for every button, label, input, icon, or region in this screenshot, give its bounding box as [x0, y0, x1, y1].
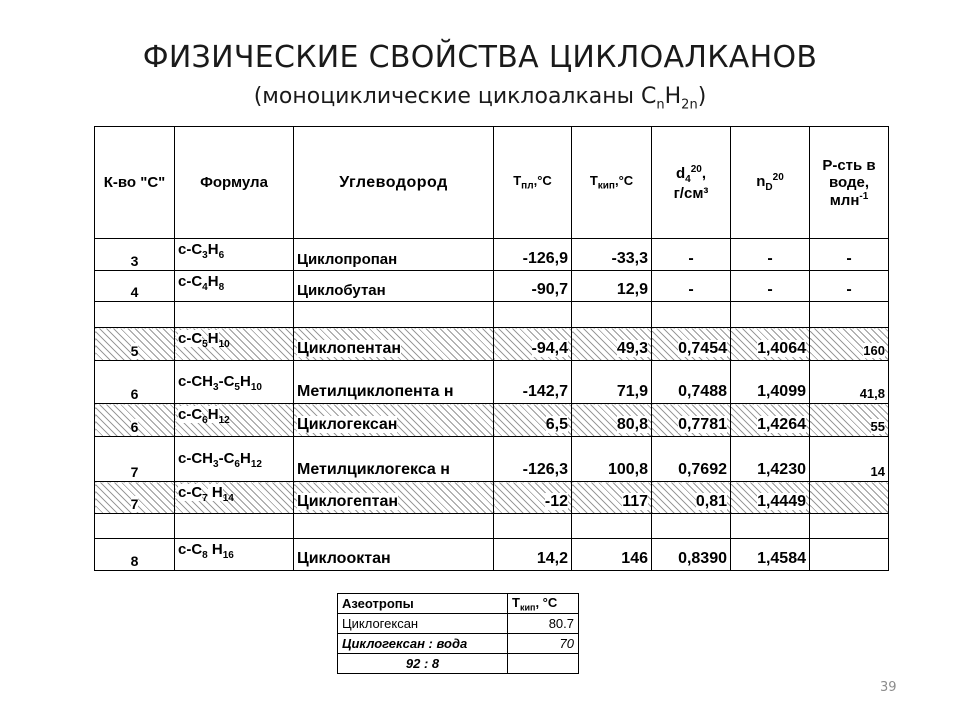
cell-formula — [175, 437, 294, 482]
cell-density — [652, 328, 731, 361]
page-number: 39 — [880, 680, 897, 695]
empty-cell — [572, 514, 652, 539]
f-n1: 6 — [202, 415, 208, 426]
f-pre: c-CH — [178, 450, 214, 467]
empty-cell — [95, 514, 175, 539]
t-boil-text: 49,3 — [616, 340, 648, 357]
f-pre: c-C — [178, 241, 203, 258]
azeo-header-t — [508, 594, 579, 614]
cell-t-boil — [572, 482, 652, 514]
cell-formula — [175, 361, 294, 404]
azeo-row — [338, 634, 579, 654]
density-text: 0,7454 — [678, 340, 727, 357]
empty-cell — [175, 514, 294, 539]
header-count-c: К-во "С" — [95, 127, 175, 239]
cell-solubility: - — [810, 239, 889, 271]
t-melt-text: -12 — [544, 493, 568, 510]
count-text: 7 — [130, 496, 139, 512]
table-row — [95, 539, 889, 571]
header-t-melt — [494, 127, 572, 239]
sol-line3: млн — [829, 191, 860, 209]
f-n3: 10 — [250, 382, 262, 393]
f-mid: H — [207, 484, 223, 501]
cell-count: 3 — [95, 239, 175, 271]
f-mid: H — [207, 330, 219, 347]
cell-count — [95, 482, 175, 514]
cell-density: 0,7692 — [652, 437, 731, 482]
solubility-text: 160 — [863, 343, 885, 358]
empty-cell — [95, 302, 175, 328]
table-row — [95, 437, 889, 482]
cell-t-melt: -126,3 — [494, 437, 572, 482]
cell-t-melt — [494, 482, 572, 514]
f-mid2: H — [239, 450, 251, 467]
name-text: Циклогептан — [297, 493, 399, 510]
cell-t-melt — [494, 404, 572, 437]
t-boil-text: 117 — [622, 493, 648, 510]
azeo-unit: , °C — [535, 594, 558, 610]
cell-solubility — [810, 328, 889, 361]
slide-title: ФИЗИЧЕСКИЕ СВОЙСТВА ЦИКЛОАЛКАНОВ — [142, 40, 818, 75]
f-pre: c-C — [178, 273, 203, 290]
subtitle-prefix: (моноциклические циклоалканы C — [253, 84, 657, 109]
cell-t-melt: -90,7 — [494, 271, 572, 302]
f-mid: H — [207, 241, 219, 258]
cell-solubility — [810, 482, 889, 514]
cell-count: 6 — [95, 361, 175, 404]
f-n1: 3 — [202, 250, 208, 261]
empty-cell — [652, 514, 731, 539]
t-melt-T: T — [513, 173, 522, 189]
cell-density: - — [652, 271, 731, 302]
name-text: Циклогексан — [297, 416, 398, 433]
t-melt-sub: пл — [521, 180, 534, 192]
cell-name — [294, 328, 494, 361]
refr-n: n — [756, 173, 766, 190]
refraction-text: 1,4264 — [757, 416, 806, 433]
azeo-sub: кип — [519, 602, 536, 613]
f-mid2: H — [239, 373, 251, 390]
cell-count: 7 — [95, 437, 175, 482]
density-sub: 4 — [685, 173, 691, 185]
f-n2: 6 — [234, 459, 240, 470]
header-t-boil — [572, 127, 652, 239]
table-header-row — [95, 127, 889, 239]
azeo-header-label: Азеотропы — [338, 594, 508, 614]
subtitle-sub-2n: 2n — [681, 97, 698, 113]
cell-name: Циклобутан — [294, 271, 494, 302]
cell-refraction: - — [731, 239, 810, 271]
azeotrope-table — [337, 593, 579, 674]
cell-density: - — [652, 239, 731, 271]
cell-t-melt: -142,7 — [494, 361, 572, 404]
density-text: 0,81 — [695, 493, 727, 510]
f-n1: 5 — [202, 339, 208, 350]
f-n1: 3 — [213, 382, 219, 393]
refraction-text: 1,4064 — [757, 340, 806, 357]
f-n2: 6 — [218, 250, 225, 261]
refr-sub: D — [765, 182, 773, 193]
t-boil-T: T — [589, 173, 598, 189]
cell-name: Циклопропан — [294, 239, 494, 271]
cell-t-boil: 100,8 — [572, 437, 652, 482]
solubility-text: 55 — [870, 419, 885, 434]
slide-subtitle — [0, 84, 960, 112]
cell-solubility: - — [810, 271, 889, 302]
t-melt-text: 6,5 — [545, 416, 568, 433]
empty-cell — [810, 302, 889, 328]
cell-formula — [175, 404, 294, 437]
empty-cell — [652, 302, 731, 328]
f-n1: 7 — [202, 493, 208, 504]
empty-cell — [810, 514, 889, 539]
t-melt-unit: ,°C — [533, 173, 552, 189]
empty-cell — [494, 514, 572, 539]
cell-count — [95, 404, 175, 437]
cell-density: 0,7488 — [652, 361, 731, 404]
table-row — [95, 404, 889, 437]
f-mid: H — [207, 273, 219, 290]
empty-row — [95, 514, 889, 539]
cell-density — [652, 482, 731, 514]
cell-t-boil — [572, 404, 652, 437]
empty-cell — [294, 514, 494, 539]
f-n2: 16 — [222, 550, 234, 561]
cell-t-boil — [572, 328, 652, 361]
azeo-T: T — [512, 594, 520, 610]
cell-t-boil: 71,9 — [572, 361, 652, 404]
cell-t-melt — [494, 328, 572, 361]
cell-count — [95, 328, 175, 361]
cell-solubility: 14 — [810, 437, 889, 482]
cell-formula — [175, 482, 294, 514]
empty-cell — [731, 514, 810, 539]
table-row — [95, 328, 889, 361]
azeo-header-row — [338, 594, 579, 614]
subtitle-mid: H — [664, 84, 682, 109]
cell-formula — [175, 328, 294, 361]
density-unit: г/см³ — [673, 184, 709, 202]
empty-row — [95, 302, 889, 328]
azeo-ratio: 92 : 8 — [338, 654, 508, 674]
cell-count: 4 — [95, 271, 175, 302]
f-pre: c-CH — [178, 373, 214, 390]
cell-t-boil: 12,9 — [572, 271, 652, 302]
f-mid: -C — [218, 373, 235, 390]
refraction-text: 1,4449 — [757, 493, 806, 510]
cell-name: Метилциклогекса н — [294, 437, 494, 482]
azeo-value: 70 — [508, 634, 579, 654]
f-n1: 3 — [213, 459, 219, 470]
cell-solubility — [810, 404, 889, 437]
sol-line2: воде, — [828, 173, 870, 191]
sol-sup: -1 — [859, 190, 869, 202]
cell-density — [652, 404, 731, 437]
f-n3: 12 — [250, 459, 262, 470]
cell-refraction: - — [731, 271, 810, 302]
f-pre: c-C — [178, 330, 203, 347]
cell-formula — [175, 239, 294, 271]
header-formula: Формула — [175, 127, 294, 239]
count-text: 6 — [130, 419, 139, 435]
empty-cell — [175, 302, 294, 328]
f-pre: c-C — [178, 484, 203, 501]
f-n2: 10 — [218, 339, 230, 350]
cell-refraction — [731, 482, 810, 514]
table-row — [95, 361, 889, 404]
cell-t-melt: -126,9 — [494, 239, 572, 271]
subtitle-suffix: ) — [697, 84, 707, 109]
density-tail: , — [701, 164, 707, 182]
header-hydrocarbon: Углеводород — [294, 127, 494, 239]
cell-name — [294, 482, 494, 514]
cell-formula — [175, 539, 294, 571]
cell-t-boil: -33,3 — [572, 239, 652, 271]
empty-cell — [731, 302, 810, 328]
t-boil-unit: ,°C — [614, 173, 634, 189]
f-n2: 5 — [234, 382, 240, 393]
empty-cell — [294, 302, 494, 328]
azeo-name: Циклогексан — [338, 614, 508, 634]
azeo-value: 80.7 — [508, 614, 579, 634]
f-pre: c-C — [178, 541, 203, 558]
table-row — [95, 482, 889, 514]
azeo-empty — [508, 654, 579, 674]
cell-density: 0,8390 — [652, 539, 731, 571]
cell-t-boil: 146 — [572, 539, 652, 571]
cell-refraction: 1,4230 — [731, 437, 810, 482]
sol-line1: Р-сть в — [822, 156, 876, 174]
f-n2: 12 — [218, 415, 230, 426]
name-text: Циклопентан — [297, 340, 402, 357]
f-n2: 14 — [222, 493, 234, 504]
f-mid: -C — [218, 450, 235, 467]
cell-name: Циклооктан — [294, 539, 494, 571]
table-row — [95, 271, 889, 302]
t-boil-text: 80,8 — [616, 416, 648, 433]
t-boil-sub: кип — [597, 180, 615, 192]
properties-table — [94, 126, 889, 571]
cell-name — [294, 404, 494, 437]
table-row — [95, 239, 889, 271]
cell-refraction — [731, 328, 810, 361]
cell-solubility: 41,8 — [810, 361, 889, 404]
azeo-name: Циклогексан : вода — [338, 634, 508, 654]
azeo-row — [338, 614, 579, 634]
header-refraction — [731, 127, 810, 239]
cell-solubility — [810, 539, 889, 571]
density-d: d — [675, 164, 686, 182]
empty-cell — [572, 302, 652, 328]
refr-sup: 20 — [772, 172, 784, 183]
azeo-row — [338, 654, 579, 674]
f-n1: 4 — [202, 282, 208, 293]
cell-t-melt: 14,2 — [494, 539, 572, 571]
f-mid: H — [207, 541, 223, 558]
empty-cell — [494, 302, 572, 328]
header-density — [652, 127, 731, 239]
subtitle-sub-n: n — [656, 97, 665, 113]
cell-formula — [175, 271, 294, 302]
t-melt-text: -94,4 — [531, 340, 568, 357]
cell-refraction — [731, 404, 810, 437]
f-n2: 8 — [218, 282, 225, 293]
cell-count: 8 — [95, 539, 175, 571]
cell-refraction: 1,4584 — [731, 539, 810, 571]
header-solubility — [810, 127, 889, 239]
count-text: 5 — [130, 343, 139, 359]
f-pre: c-C — [178, 406, 203, 423]
cell-refraction: 1,4099 — [731, 361, 810, 404]
density-text: 0,7781 — [678, 416, 727, 433]
f-mid: H — [207, 406, 219, 423]
cell-name: Метилциклопента н — [294, 361, 494, 404]
f-n1: 8 — [202, 550, 208, 561]
density-sup: 20 — [690, 163, 702, 175]
